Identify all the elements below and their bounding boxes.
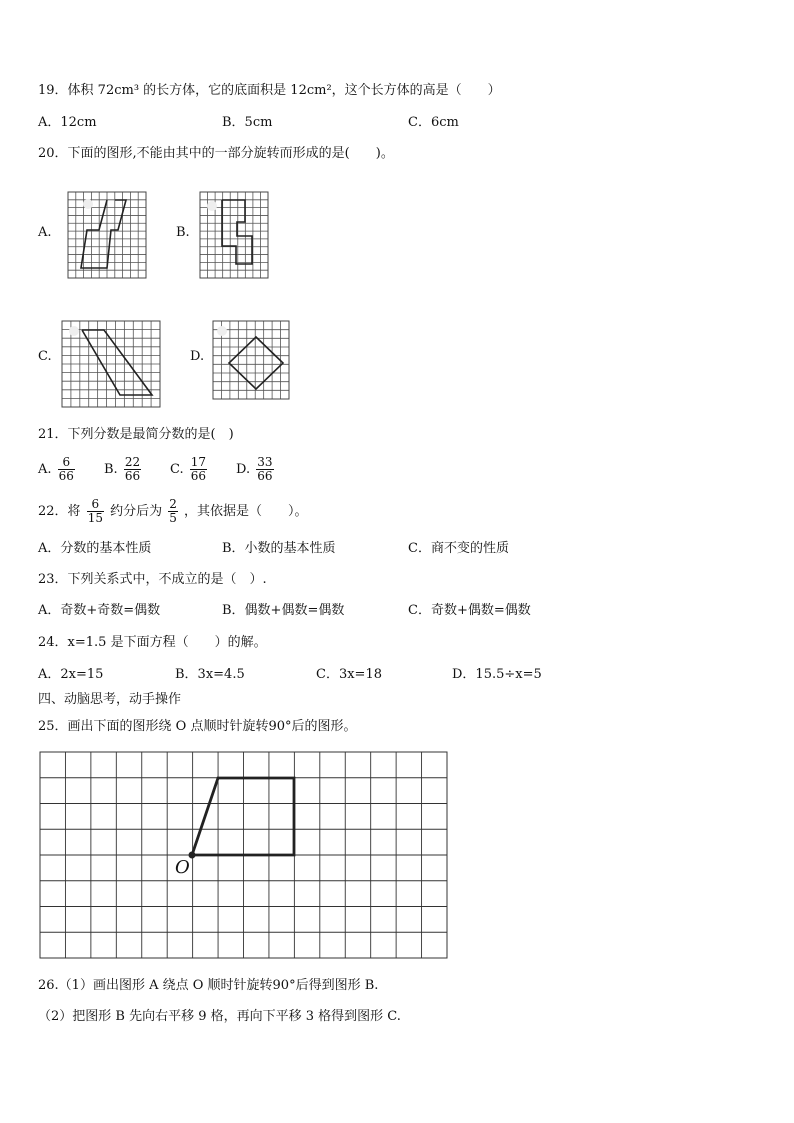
q19-option-c: C．6cm bbox=[408, 115, 459, 130]
q21-stem: 21．下列分数是最简分数的是( ) bbox=[38, 427, 234, 442]
q20-label-a: A. bbox=[38, 225, 52, 240]
q25-stem: 25．画出下面的图形绕 O 点顺时针旋转90°后的图形。 bbox=[38, 719, 357, 734]
section-title: 四、动脑思考，动手操作 bbox=[38, 692, 182, 707]
q20-label-c: C. bbox=[38, 349, 52, 364]
q22-stem: 22．将 $\frac{6}{15}$ 约分后为 $\frac{2}{5}$ ，其依据是（ ）。 bbox=[38, 497, 308, 525]
q26-part1: 26.（1）画出图形 A 绕点 O 顺时针旋转90°后得到图形 B. bbox=[38, 978, 379, 993]
q24-option-a: A．2x=15 bbox=[38, 667, 104, 682]
q20-grid-d bbox=[213, 321, 289, 399]
q21-option-a: A. $\frac{6}{66}$ bbox=[38, 455, 74, 483]
q21-option-b: B. $\frac{22}{66}$ bbox=[104, 455, 141, 483]
q20-grid-b bbox=[200, 192, 268, 278]
q23-option-a: A．奇数+奇数=偶数 bbox=[38, 603, 161, 618]
q20-grid-c bbox=[62, 321, 160, 407]
q24-option-b: B．3x=4.5 bbox=[175, 667, 245, 682]
q23-option-b: B．偶数+偶数=偶数 bbox=[222, 603, 345, 618]
q21-option-d: D. $\frac{33}{66}$ bbox=[236, 455, 273, 483]
q21-option-c: C. $\frac{17}{66}$ bbox=[170, 455, 207, 483]
fraction: $\frac{6}{15}$ bbox=[87, 497, 103, 525]
fraction: $\frac{33}{66}$ bbox=[257, 455, 273, 483]
q24-option-d: D．15.5÷x=5 bbox=[452, 667, 542, 682]
q24-stem: 24．x=1.5 是下面方程（ ）的解。 bbox=[38, 635, 267, 650]
q24-option-c: C．3x=18 bbox=[316, 667, 382, 682]
q19-stem: 19．体积 72cm³ 的长方体，它的底面积是 12cm²，这个长方体的高是（ ） bbox=[38, 83, 501, 98]
q19-option-a: A．12cm bbox=[38, 115, 97, 130]
fraction: $\frac{17}{66}$ bbox=[190, 455, 207, 483]
q22-option-a: A．分数的基本性质 bbox=[38, 541, 152, 556]
point-o-label: O bbox=[175, 857, 190, 878]
q25-grid bbox=[40, 752, 447, 958]
q19-option-b: B．5cm bbox=[222, 115, 273, 130]
fraction: $\frac{2}{5}$ bbox=[169, 497, 177, 525]
q23-option-c: C．奇数+偶数=偶数 bbox=[408, 603, 531, 618]
fraction: $\frac{6}{66}$ bbox=[58, 455, 74, 483]
q20-stem: 20．下面的图形,不能由其中的一部分旋转而形成的是( )。 bbox=[38, 146, 394, 161]
fraction: $\frac{22}{66}$ bbox=[124, 455, 141, 483]
q20-label-d: D. bbox=[190, 349, 205, 364]
q20-label-b: B. bbox=[176, 225, 190, 240]
q23-stem: 23．下列关系式中，不成立的是（ ）. bbox=[38, 572, 267, 587]
q22-option-c: C．商不变的性质 bbox=[408, 541, 509, 556]
q20-grid-a bbox=[68, 192, 146, 278]
q26-part2: （2）把图形 B 先向右平移 9 格，再向下平移 3 格得到图形 C. bbox=[38, 1009, 401, 1024]
q22-option-b: B．小数的基本性质 bbox=[222, 541, 336, 556]
